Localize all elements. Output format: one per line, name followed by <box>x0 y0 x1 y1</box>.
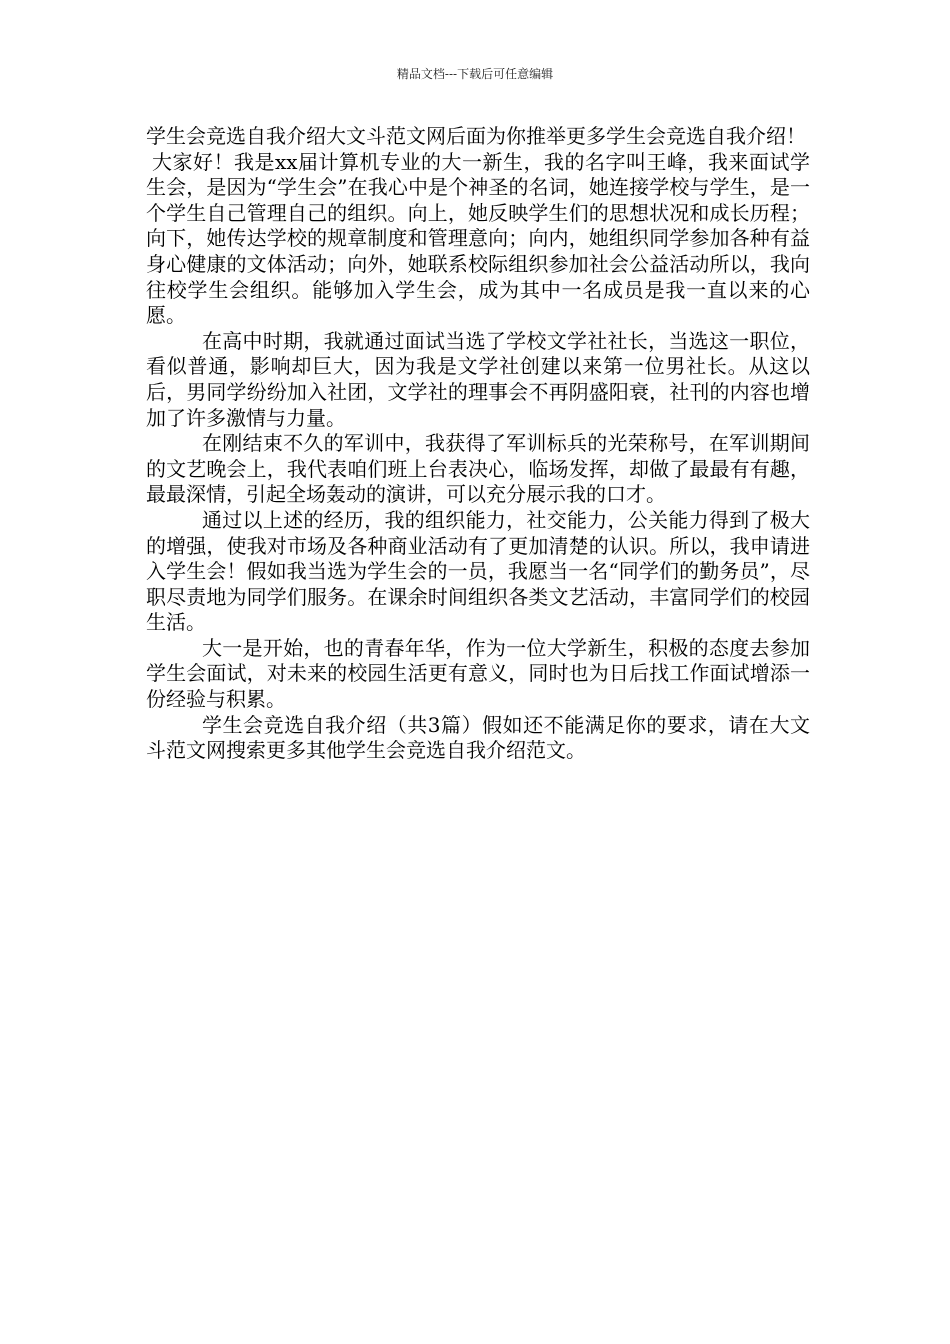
document-body <box>146 124 810 764</box>
paragraph-high-school: 在高中时期，我就通过面试当选了学校文学社社长，当选这一职位，看似普通，影响却巨大，因为我是文学社创建以来第一位男社长。从这以后，男同学纷纷加入社团，文学社的理事会不再阴盛阳衰，社刊的内容也增加了许多激情与力量。 <box>146 328 810 430</box>
paragraph-title: 学生会竞选自我介绍大文斗范文网后面为你推举更多学生会竞选自我介绍！ <box>146 124 806 148</box>
paragraph-abilities: 通过以上述的经历，我的组织能力，社交能力，公关能力得到了极大的增强，使我对市场及各种商业活动有了更加清楚的认识。所以，我申请进入学生会！假如我当选为学生会的一员，我愿当一名“同学们的勤务员”，尽职尽责地为同学们服务。在课余时间组织各类文艺活动，丰富同学们的校园生活。 <box>146 507 810 635</box>
paragraph-military-training: 在刚结束不久的军训中，我获得了军训标兵的光荣称号，在军训期间的文艺晚会上，我代表咱们班上台表决心，临场发挥，却做了最最有有趣，最最深情，引起全场轰动的演讲，可以充分展示我的口才。 <box>146 431 810 507</box>
page-header: 精品文档---下载后可任意编辑 <box>396 67 554 81</box>
paragraph-freshman: 大一是开始，也的青春年华，作为一位大学新生，积极的态度去参加学生会面试，对未来的校园生活更有意义，同时也为日后找工作面试增添一份经验与积累。 <box>146 635 810 712</box>
paragraph-closing: 学生会竞选自我介绍（共3篇）假如还不能满足你的要求，请在大文斗范文网搜索更多其他学生会竞选自我介绍范文。 <box>146 712 810 763</box>
paragraph-greeting: 大家好！我是xx届计算机专业的大一新生，我的名字叫王峰，我来面试学生会，是因为“学生会”在我心中是个神圣的名词，她连接学校与学生，是一个学生自己管理自己的组织。向上，她反映学生们的思想状况和成长历程；向下，她传达学校的规章制度和管理意向；向内，她组织同学参加各种有益身心健康的文体活动；向外，她联系校际组织参加社会公益活动所以，我向往校学生会组织。能够加入学生会，成为其中一名成员是我一直以来的心愿。 <box>146 149 810 328</box>
